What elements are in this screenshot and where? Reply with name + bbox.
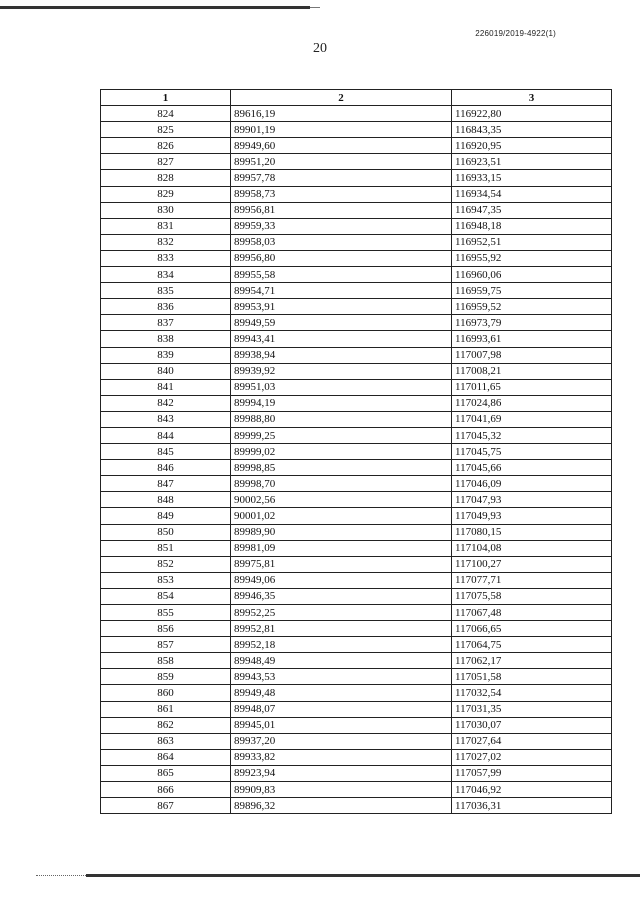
x-coordinate-cell: 89949,06 (231, 572, 452, 588)
bottom-dotted-rule (36, 875, 86, 877)
table-row (101, 717, 612, 733)
document-id: 226019/2019-4922(1) (475, 29, 556, 38)
table-row (101, 379, 612, 395)
table-row (101, 186, 612, 202)
y-coordinate-cell: 117011,65 (452, 379, 612, 395)
top-rule (0, 6, 310, 9)
x-coordinate-cell: 90002,56 (231, 492, 452, 508)
point-number-cell: 834 (101, 267, 231, 283)
y-coordinate-cell: 116973,79 (452, 315, 612, 331)
point-number-cell: 861 (101, 701, 231, 717)
y-coordinate-cell: 117027,02 (452, 749, 612, 765)
point-number-cell: 855 (101, 605, 231, 621)
table-row (101, 653, 612, 669)
page-number: 20 (313, 41, 327, 56)
point-number-cell: 840 (101, 363, 231, 379)
x-coordinate-cell: 89954,71 (231, 283, 452, 299)
table-row (101, 315, 612, 331)
x-coordinate-cell: 89998,70 (231, 476, 452, 492)
x-coordinate-cell: 89923,94 (231, 765, 452, 781)
point-number-cell: 863 (101, 733, 231, 749)
y-coordinate-cell: 117100,27 (452, 556, 612, 572)
y-coordinate-cell: 117031,35 (452, 701, 612, 717)
x-coordinate-cell: 89958,73 (231, 186, 452, 202)
column-header-point: 1 (101, 90, 231, 106)
point-number-cell: 837 (101, 315, 231, 331)
x-coordinate-cell: 89994,19 (231, 395, 452, 411)
x-coordinate-cell: 89952,81 (231, 621, 452, 637)
point-number-cell: 826 (101, 138, 231, 154)
point-number-cell: 853 (101, 572, 231, 588)
x-coordinate-cell: 89988,80 (231, 411, 452, 427)
table-row (101, 637, 612, 653)
table-row (101, 444, 612, 460)
x-coordinate-cell: 89946,35 (231, 588, 452, 604)
table-row (101, 733, 612, 749)
x-coordinate-cell: 89949,59 (231, 315, 452, 331)
x-coordinate-cell: 89896,32 (231, 798, 452, 814)
x-coordinate-cell: 89951,20 (231, 154, 452, 170)
x-coordinate-cell: 89951,03 (231, 379, 452, 395)
bottom-rule (86, 874, 640, 877)
table-row (101, 411, 612, 427)
column-header-x: 2 (231, 90, 452, 106)
x-coordinate-cell: 89949,48 (231, 685, 452, 701)
y-coordinate-cell: 116920,95 (452, 138, 612, 154)
table-row (101, 508, 612, 524)
y-coordinate-cell: 117057,99 (452, 765, 612, 781)
point-number-cell: 857 (101, 637, 231, 653)
table-header-row (101, 90, 612, 106)
y-coordinate-cell: 116843,35 (452, 122, 612, 138)
table-row (101, 701, 612, 717)
table-row (101, 267, 612, 283)
y-coordinate-cell: 116952,51 (452, 234, 612, 250)
table-row (101, 363, 612, 379)
point-number-cell: 847 (101, 476, 231, 492)
point-number-cell: 832 (101, 234, 231, 250)
table-row (101, 556, 612, 572)
x-coordinate-cell: 89616,19 (231, 106, 452, 122)
y-coordinate-cell: 117066,65 (452, 621, 612, 637)
y-coordinate-cell: 116955,92 (452, 250, 612, 266)
y-coordinate-cell: 117041,69 (452, 411, 612, 427)
point-number-cell: 842 (101, 395, 231, 411)
point-number-cell: 859 (101, 669, 231, 685)
table-row (101, 540, 612, 556)
x-coordinate-cell: 89956,81 (231, 202, 452, 218)
point-number-cell: 865 (101, 765, 231, 781)
x-coordinate-cell: 89957,78 (231, 170, 452, 186)
point-number-cell: 836 (101, 299, 231, 315)
table-row (101, 460, 612, 476)
y-coordinate-cell: 117051,58 (452, 669, 612, 685)
y-coordinate-cell: 117045,75 (452, 444, 612, 460)
table-row (101, 283, 612, 299)
table-row (101, 492, 612, 508)
y-coordinate-cell: 117104,08 (452, 540, 612, 556)
point-number-cell: 866 (101, 782, 231, 798)
table-row (101, 154, 612, 170)
x-coordinate-cell: 89952,25 (231, 605, 452, 621)
y-coordinate-cell: 116948,18 (452, 218, 612, 234)
y-coordinate-cell: 117075,58 (452, 588, 612, 604)
table-row (101, 427, 612, 443)
point-number-cell: 856 (101, 621, 231, 637)
y-coordinate-cell: 117024,86 (452, 395, 612, 411)
y-coordinate-cell: 117080,15 (452, 524, 612, 540)
x-coordinate-cell: 89938,94 (231, 347, 452, 363)
point-number-cell: 827 (101, 154, 231, 170)
point-number-cell: 841 (101, 379, 231, 395)
point-number-cell: 830 (101, 202, 231, 218)
point-number-cell: 845 (101, 444, 231, 460)
x-coordinate-cell: 89955,58 (231, 267, 452, 283)
point-number-cell: 858 (101, 653, 231, 669)
table-row (101, 749, 612, 765)
table-row (101, 524, 612, 540)
point-number-cell: 850 (101, 524, 231, 540)
y-coordinate-cell: 116960,06 (452, 267, 612, 283)
y-coordinate-cell: 117027,64 (452, 733, 612, 749)
table-row (101, 347, 612, 363)
point-number-cell: 828 (101, 170, 231, 186)
x-coordinate-cell: 89959,33 (231, 218, 452, 234)
x-coordinate-cell: 89953,91 (231, 299, 452, 315)
y-coordinate-cell: 117030,07 (452, 717, 612, 733)
y-coordinate-cell: 117007,98 (452, 347, 612, 363)
x-coordinate-cell: 90001,02 (231, 508, 452, 524)
point-number-cell: 860 (101, 685, 231, 701)
y-coordinate-cell: 116934,54 (452, 186, 612, 202)
point-number-cell: 849 (101, 508, 231, 524)
point-number-cell: 829 (101, 186, 231, 202)
x-coordinate-cell: 89939,92 (231, 363, 452, 379)
x-coordinate-cell: 89999,25 (231, 427, 452, 443)
column-header-y: 3 (452, 90, 612, 106)
x-coordinate-cell: 89989,90 (231, 524, 452, 540)
y-coordinate-cell: 116947,35 (452, 202, 612, 218)
y-coordinate-cell: 117047,93 (452, 492, 612, 508)
y-coordinate-cell: 117008,21 (452, 363, 612, 379)
x-coordinate-cell: 89948,07 (231, 701, 452, 717)
point-number-cell: 835 (101, 283, 231, 299)
x-coordinate-cell: 89952,18 (231, 637, 452, 653)
table-row (101, 572, 612, 588)
table-row (101, 588, 612, 604)
table-row (101, 202, 612, 218)
point-number-cell: 825 (101, 122, 231, 138)
table-row (101, 605, 612, 621)
x-coordinate-cell: 89901,19 (231, 122, 452, 138)
x-coordinate-cell: 89956,80 (231, 250, 452, 266)
point-number-cell: 838 (101, 331, 231, 347)
x-coordinate-cell: 89937,20 (231, 733, 452, 749)
y-coordinate-cell: 116933,15 (452, 170, 612, 186)
x-coordinate-cell: 89998,85 (231, 460, 452, 476)
x-coordinate-cell: 89958,03 (231, 234, 452, 250)
x-coordinate-cell: 89981,09 (231, 540, 452, 556)
y-coordinate-cell: 116959,75 (452, 283, 612, 299)
y-coordinate-cell: 117062,17 (452, 653, 612, 669)
y-coordinate-cell: 116959,52 (452, 299, 612, 315)
y-coordinate-cell: 117077,71 (452, 572, 612, 588)
table-row (101, 299, 612, 315)
table-row (101, 138, 612, 154)
point-number-cell: 839 (101, 347, 231, 363)
point-number-cell: 867 (101, 798, 231, 814)
y-coordinate-cell: 117032,54 (452, 685, 612, 701)
table-row (101, 331, 612, 347)
point-number-cell: 854 (101, 588, 231, 604)
y-coordinate-cell: 116922,80 (452, 106, 612, 122)
table-row (101, 476, 612, 492)
table-row (101, 106, 612, 122)
point-number-cell: 846 (101, 460, 231, 476)
point-number-cell: 844 (101, 427, 231, 443)
point-number-cell: 851 (101, 540, 231, 556)
table-row (101, 782, 612, 798)
y-coordinate-cell: 117045,32 (452, 427, 612, 443)
y-coordinate-cell: 116993,61 (452, 331, 612, 347)
x-coordinate-cell: 89999,02 (231, 444, 452, 460)
point-number-cell: 848 (101, 492, 231, 508)
point-number-cell: 833 (101, 250, 231, 266)
y-coordinate-cell: 117046,92 (452, 782, 612, 798)
x-coordinate-cell: 89909,83 (231, 782, 452, 798)
y-coordinate-cell: 117064,75 (452, 637, 612, 653)
table-row (101, 798, 612, 814)
table-row (101, 234, 612, 250)
table-row (101, 170, 612, 186)
y-coordinate-cell: 117046,09 (452, 476, 612, 492)
y-coordinate-cell: 116923,51 (452, 154, 612, 170)
point-number-cell: 864 (101, 749, 231, 765)
table-row (101, 621, 612, 637)
y-coordinate-cell: 117067,48 (452, 605, 612, 621)
x-coordinate-cell: 89975,81 (231, 556, 452, 572)
top-rule-thin (310, 7, 320, 8)
y-coordinate-cell: 117045,66 (452, 460, 612, 476)
table-row (101, 122, 612, 138)
y-coordinate-cell: 117049,93 (452, 508, 612, 524)
x-coordinate-cell: 89943,41 (231, 331, 452, 347)
table-row (101, 250, 612, 266)
x-coordinate-cell: 89949,60 (231, 138, 452, 154)
table-row (101, 669, 612, 685)
x-coordinate-cell: 89943,53 (231, 669, 452, 685)
point-number-cell: 862 (101, 717, 231, 733)
table-row (101, 765, 612, 781)
table-row (101, 218, 612, 234)
x-coordinate-cell: 89948,49 (231, 653, 452, 669)
x-coordinate-cell: 89945,01 (231, 717, 452, 733)
coordinates-table (100, 89, 612, 814)
point-number-cell: 831 (101, 218, 231, 234)
y-coordinate-cell: 117036,31 (452, 798, 612, 814)
x-coordinate-cell: 89933,82 (231, 749, 452, 765)
table-row (101, 685, 612, 701)
point-number-cell: 824 (101, 106, 231, 122)
table-row (101, 395, 612, 411)
point-number-cell: 843 (101, 411, 231, 427)
point-number-cell: 852 (101, 556, 231, 572)
